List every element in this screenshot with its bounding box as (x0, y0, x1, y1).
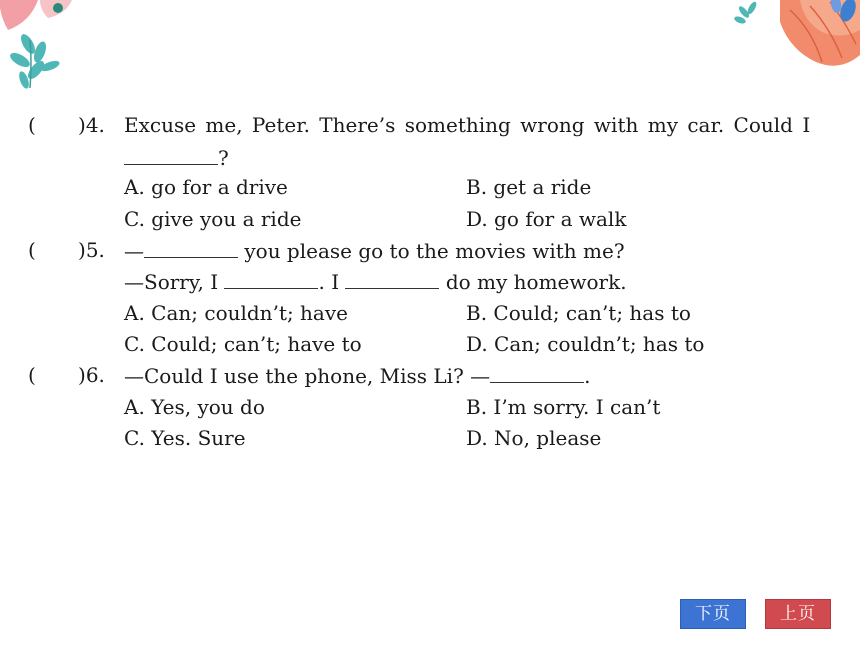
option-q5-a[interactable]: A. Can; couldn’t; have (124, 301, 348, 325)
question-number-q6: )6. (78, 363, 105, 387)
option-q6-d[interactable]: D. No, please (466, 426, 602, 450)
answer-blank (144, 237, 238, 258)
answer-blank (224, 268, 318, 289)
option-q4-c[interactable]: C. give you a ride (124, 207, 302, 231)
floral-decoration-left-icon (0, 0, 90, 95)
previous-page-button[interactable]: 上页 (765, 599, 831, 629)
question-stem-q5-line1: — you please go to the movies with me? (124, 239, 625, 263)
question-stem-q5-line2: —Sorry, I . I do my homework. (124, 270, 627, 294)
answer-paren-open-q4: ( (28, 113, 36, 137)
option-q5-d[interactable]: D. Can; couldn’t; has to (466, 332, 705, 356)
question-stem-q4-line1: Excuse me, Peter. There’s something wrong with my car. Could I (124, 113, 811, 137)
answer-blank (124, 144, 218, 165)
answer-paren-open-q6: ( (28, 363, 36, 387)
next-page-button[interactable]: 下页 (680, 599, 746, 629)
option-q4-b[interactable]: B. get a ride (466, 175, 592, 199)
question-number-q4: )4. (78, 113, 105, 137)
option-q5-b[interactable]: B. Could; can’t; has to (466, 301, 691, 325)
option-q4-d[interactable]: D. go for a walk (466, 207, 627, 231)
option-q4-a[interactable]: A. go for a drive (124, 175, 288, 199)
option-q6-c[interactable]: C. Yes. Sure (124, 426, 246, 450)
question-number-q5: )5. (78, 238, 105, 262)
question-stem-q4-line2: ? (124, 144, 229, 171)
floral-decoration-right-icon (730, 0, 860, 75)
option-q6-b[interactable]: B. I’m sorry. I can’t (466, 395, 661, 419)
option-q5-c[interactable]: C. Could; can’t; have to (124, 332, 362, 356)
answer-blank (345, 268, 439, 289)
answer-paren-open-q5: ( (28, 238, 36, 262)
option-q6-a[interactable]: A. Yes, you do (124, 395, 265, 419)
question-stem-q6-line1: —Could I use the phone, Miss Li? — . (124, 364, 591, 388)
answer-blank (490, 362, 584, 383)
